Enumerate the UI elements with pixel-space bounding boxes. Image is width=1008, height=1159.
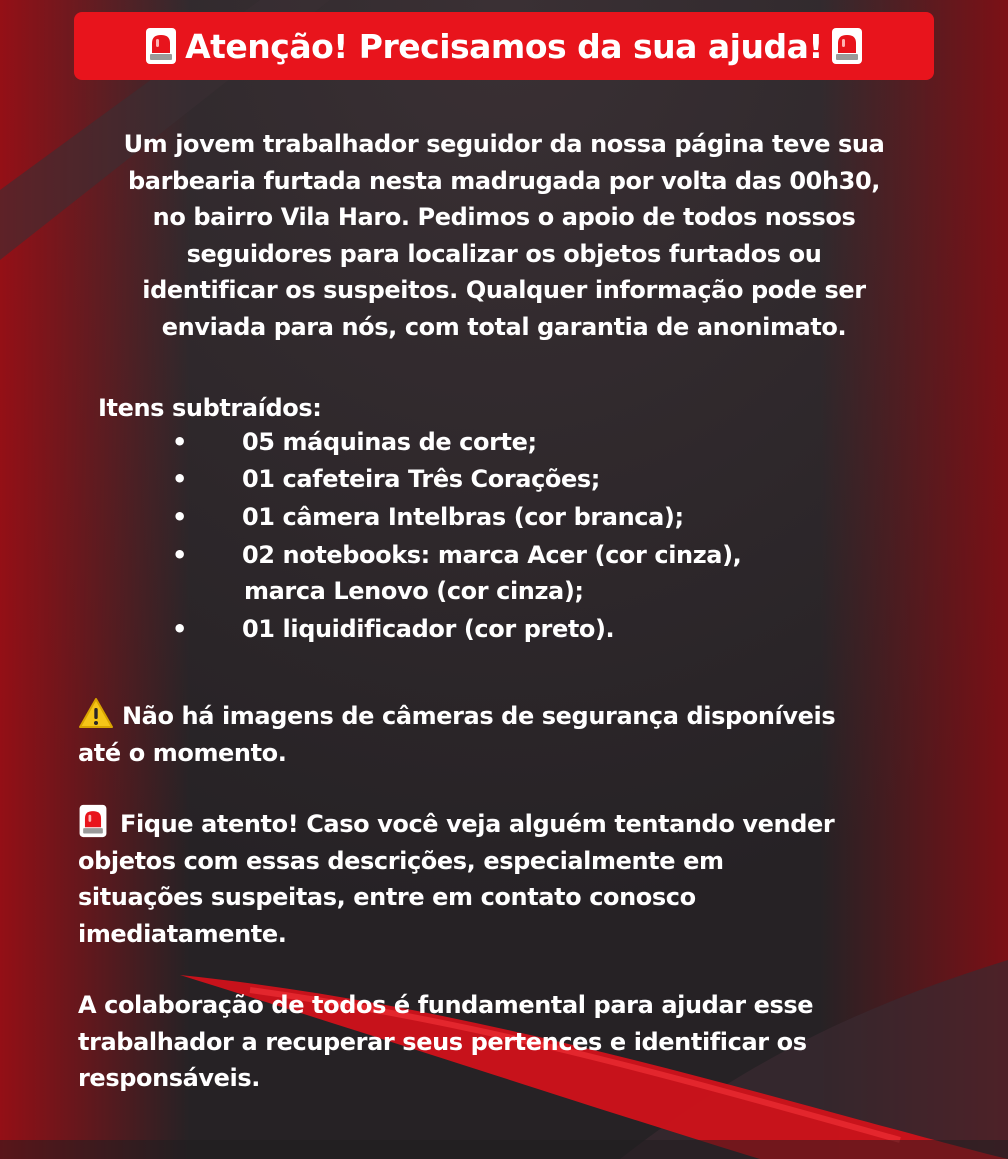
alert-line: imediatamente. <box>78 919 287 948</box>
warning-icon <box>78 697 114 729</box>
intro-line: enviada para nós, com total garantia de anonimato. <box>161 312 847 341</box>
intro-line: no bairro Vila Haro. Pedimos o apoio de todos nossos <box>152 203 856 231</box>
alert-paragraph <box>78 804 958 952</box>
closing-line: responsáveis. <box>78 1064 260 1092</box>
warning-paragraph <box>78 697 958 771</box>
intro-line: seguidores para localizar os objetos furtados ou <box>186 239 822 268</box>
warning-line: Não há imagens de câmeras de segurança disponíveis <box>122 702 836 730</box>
siren-icon <box>831 27 863 65</box>
intro-line: Um jovem trabalhador seguidor da nossa página teve sua <box>123 130 885 158</box>
banner-title: Atenção! Precisamos da sua ajuda! <box>185 26 823 66</box>
bullet: • <box>172 428 187 456</box>
alert-line: situações suspeitas, entre em contato conosco <box>78 883 696 911</box>
bullet: • <box>172 615 187 643</box>
siren-icon <box>78 804 108 838</box>
title-banner <box>74 12 934 80</box>
siren-icon <box>145 27 177 65</box>
intro-paragraph <box>60 126 948 345</box>
bullet: • <box>172 541 187 569</box>
closing-line: A colaboração de todos é fundamental para ajudar esse <box>78 991 814 1019</box>
list-item-text: 05 máquinas de corte; <box>242 428 537 456</box>
bullet: • <box>172 465 187 493</box>
intro-line: barbearia furtada nesta madrugada por volta das 00h30, <box>128 166 880 195</box>
intro-line: identificar os suspeitos. Qualquer informação pode ser <box>142 276 866 304</box>
list-item-text: 01 câmera Intelbras (cor branca); <box>242 503 684 531</box>
list-item-text: 01 cafeteira Três Corações; <box>242 465 600 493</box>
list-item-text: 01 liquidificador (cor preto). <box>242 615 615 643</box>
list-item-text: 02 notebooks: marca Acer (cor cinza), <box>242 541 742 569</box>
closing-paragraph <box>78 987 958 1097</box>
closing-line: trabalhador a recuperar seus pertences e identificar os <box>78 1027 807 1056</box>
warning-line: até o momento. <box>78 738 287 767</box>
list-item-text: marca Lenovo (cor cinza); <box>244 577 584 605</box>
bullet: • <box>172 503 187 531</box>
alert-line: objetos com essas descrições, especialmente em <box>78 846 724 875</box>
alert-line: Fique atento! Caso você veja alguém tentando vender <box>120 810 835 838</box>
items-title: Itens subtraídos: <box>98 394 322 422</box>
